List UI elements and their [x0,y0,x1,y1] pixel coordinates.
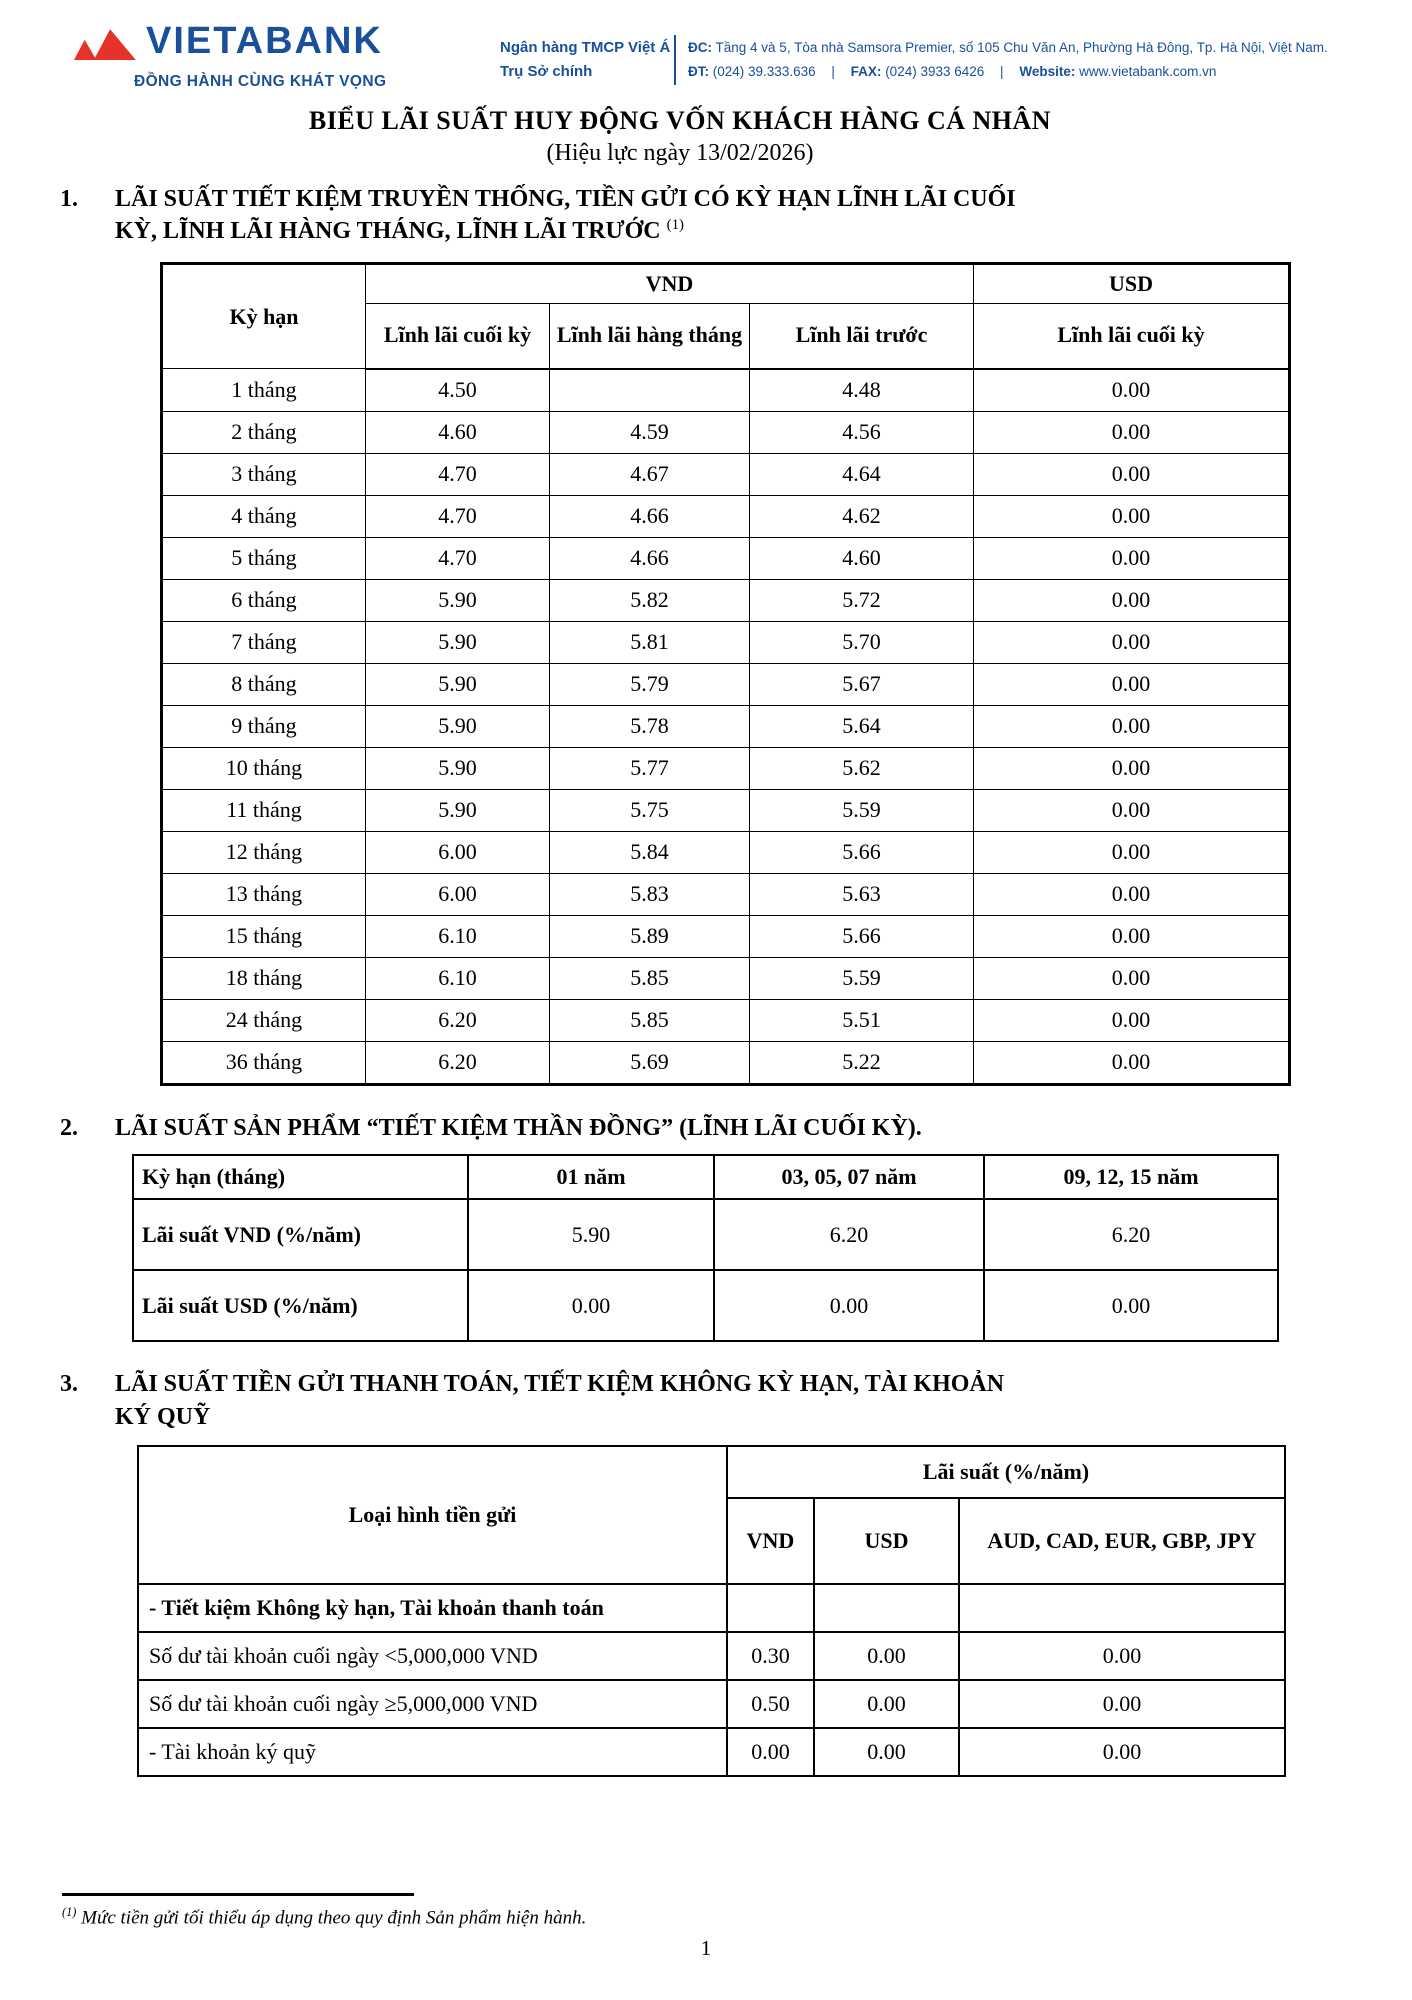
table-cell: 0.00 [974,999,1290,1041]
table-cell: 5.70 [750,621,974,663]
section-1-number: 1. [60,186,78,212]
bank-logo [74,18,386,91]
table-cell: 4.56 [750,411,974,453]
fax-label: FAX: [850,63,882,79]
logo-tagline: ĐỒNG HÀNH CÙNG KHÁT VỌNG [134,73,387,90]
table-cell [959,1584,1285,1632]
table-cell: 0.00 [974,873,1290,915]
table-row [162,411,1290,453]
table-cell: - Tài khoản ký quỹ [138,1728,727,1776]
table-row [162,999,1290,1041]
section-2-number: 2. [60,1114,78,1141]
table-cell: 4.66 [550,537,750,579]
table-cell: 0.00 [974,579,1290,621]
table-cell: 13 tháng [162,873,366,915]
contact-block [688,36,1328,83]
table-cell: 36 tháng [162,1041,366,1084]
table-cell: 0.00 [974,1041,1290,1084]
table-cell: 0.00 [974,747,1290,789]
table-cell: - Tiết kiệm Không kỳ hạn, Tài khoản thanh toán [138,1584,727,1632]
table-cell: 12 tháng [162,831,366,873]
org-block [500,36,670,84]
table-cell: 6.10 [366,957,550,999]
table-cell: 0.00 [959,1728,1285,1776]
col-header-upfront-interest: Lĩnh lãi trước [750,303,974,369]
table-row [162,621,1290,663]
table-cell [814,1584,959,1632]
table-cell: 0.00 [814,1632,959,1680]
table-row [162,705,1290,747]
table-cell: 4.70 [366,495,550,537]
col-header-usd-end-of-term: Lĩnh lãi cuối kỳ [974,303,1290,369]
table-cell: 5.81 [550,621,750,663]
footnote-divider [62,1893,414,1896]
table-cell: 6.20 [984,1199,1278,1270]
effective-date: (Hiệu lực ngày 13/02/2026) [546,140,814,166]
col-group-usd: USD [974,263,1290,303]
table-cell: 4.59 [550,411,750,453]
table-row [138,1728,1285,1776]
section-2-heading [60,1112,1412,1144]
than-dong-savings-rates-table [132,1154,1279,1342]
org-branch: Trụ Sở chính [500,63,593,80]
table-row [138,1632,1285,1680]
table-cell: 5.90 [468,1199,714,1270]
table-cell: 4.66 [550,495,750,537]
col-group-vnd: VND [366,263,974,303]
footnote-body: Mức tiền gửi tối thiểu áp dụng theo quy định Sản phẩm hiện hành. [81,1906,587,1928]
table-cell: 5.82 [550,579,750,621]
col-header-1-year: 01 năm [468,1155,714,1199]
section-1-title [115,183,1020,248]
table-cell: 0.00 [959,1632,1285,1680]
table-header-row [162,263,1290,303]
section-2-title: LÃI SUẤT SẢN PHẨM “TIẾT KIỆM THẦN ĐỒNG” (LĨNH LÃI CUỐI KỲ). [115,1114,922,1141]
table-cell: 2 tháng [162,411,366,453]
table-cell: 5.90 [366,621,550,663]
header-divider [674,35,676,85]
table-row [162,747,1290,789]
separator: | [1000,63,1004,79]
phone-label: ĐT: [688,63,709,79]
section-3-number: 3. [60,1371,78,1398]
table-cell: 5.77 [550,747,750,789]
table-cell: 0.00 [974,957,1290,999]
table-row [162,369,1290,412]
table-cell: 5.90 [366,747,550,789]
table-cell: 5.51 [750,999,974,1041]
website-label: Website: [1019,63,1076,79]
table-cell: 4.60 [366,411,550,453]
table-cell: 5.59 [750,789,974,831]
table-cell: 4.67 [550,453,750,495]
table-cell: 6.10 [366,915,550,957]
section-1-heading [60,183,1412,248]
table-row [138,1680,1285,1728]
table-cell: 0.00 [974,369,1290,412]
table-cell: 4.70 [366,453,550,495]
table-cell: 0.50 [727,1680,814,1728]
address-line [688,36,1328,60]
table-row [162,873,1290,915]
table-cell: Lãi suất VND (%/năm) [133,1199,468,1270]
phone-line [688,60,1328,84]
table-cell: 18 tháng [162,957,366,999]
fax-number: (024) 3933 6426 [885,63,985,79]
table-cell: 5.66 [750,915,974,957]
table-cell: 5.66 [750,831,974,873]
table-cell: Lãi suất USD (%/năm) [133,1270,468,1341]
table-cell: 6.20 [366,1041,550,1084]
table-header-row [138,1446,1285,1498]
table-cell: 0.00 [974,663,1290,705]
table-cell: 5.79 [550,663,750,705]
footnote [62,1893,586,1929]
table-cell: 4.48 [750,369,974,412]
table-cell: 0.00 [984,1270,1278,1341]
table-cell: 0.00 [959,1680,1285,1728]
table-cell: 0.00 [974,453,1290,495]
table-cell: 0.00 [974,537,1290,579]
logo-triangles-icon [74,18,138,70]
table-cell: 0.00 [974,789,1290,831]
table-cell: Số dư tài khoản cuối ngày ≥5,000,000 VND [138,1680,727,1728]
col-header-end-of-term: Lĩnh lãi cuối kỳ [366,303,550,369]
table-cell: 5.78 [550,705,750,747]
table-cell: 4.62 [750,495,974,537]
table-cell [727,1584,814,1632]
col-header-term: Kỳ hạn [162,263,366,369]
table-row [133,1199,1278,1270]
table-cell: 4.50 [366,369,550,412]
footnote-marker: (1) [62,1904,77,1919]
table-cell: 4.70 [366,537,550,579]
table-cell: 5.67 [750,663,974,705]
table-row [162,915,1290,957]
col-header-other-currencies: AUD, CAD, EUR, GBP, JPY [959,1498,1285,1584]
table-cell: 11 tháng [162,789,366,831]
title-block [60,106,1300,167]
table-cell: Số dư tài khoản cuối ngày <5,000,000 VND [138,1632,727,1680]
table-cell: 5 tháng [162,537,366,579]
table-row [162,663,1290,705]
table-cell: 7 tháng [162,621,366,663]
table-cell: 24 tháng [162,999,366,1041]
bank-header [0,0,1412,96]
table-cell: 0.00 [974,831,1290,873]
table-cell: 8 tháng [162,663,366,705]
table-cell: 5.90 [366,579,550,621]
table-cell: 5.63 [750,873,974,915]
table-cell: 1 tháng [162,369,366,412]
table-header-row [133,1155,1278,1199]
table-cell: 0.00 [714,1270,984,1341]
table-row [162,831,1290,873]
table-cell: 0.00 [814,1728,959,1776]
table-cell: 6.20 [366,999,550,1041]
table-cell: 5.69 [550,1041,750,1084]
footnote-ref: (1) [666,217,684,234]
table-cell: 5.83 [550,873,750,915]
col-header-term-months: Kỳ hạn (tháng) [133,1155,468,1199]
table-cell: 0.30 [727,1632,814,1680]
org-name: Ngân hàng TMCP Việt Á [500,39,671,56]
table-cell: 3 tháng [162,453,366,495]
table-cell [550,369,750,412]
table-cell: 4 tháng [162,495,366,537]
table-cell: 6 tháng [162,579,366,621]
table-cell: 4.60 [750,537,974,579]
website-url: www.vietabank.com.vn [1079,63,1217,79]
table-cell: 10 tháng [162,747,366,789]
footnote-text [62,1905,586,1929]
address-text: Tầng 4 và 5, Tòa nhà Samsora Premier, số 105 Chu Văn An, Phường Hà Đông, Tp. Hà Nội, Việt Nam. [715,40,1328,55]
table-row [162,579,1290,621]
col-header-usd: USD [814,1498,959,1584]
table-cell: 4.64 [750,453,974,495]
demand-deposit-rates-table [137,1445,1286,1777]
address-label: ĐC: [688,40,712,55]
table-cell: 5.85 [550,957,750,999]
table-cell: 5.90 [366,663,550,705]
col-header-deposit-type: Loại hình tiền gửi [138,1446,727,1584]
table-cell: 5.90 [366,789,550,831]
table-cell: 0.00 [974,495,1290,537]
table-row [162,495,1290,537]
col-group-rate-per-year: Lãi suất (%/năm) [727,1446,1285,1498]
table-cell: 5.90 [366,705,550,747]
table-cell: 5.75 [550,789,750,831]
table-cell: 5.59 [750,957,974,999]
section-3-title: LÃI SUẤT TIỀN GỬI THANH TOÁN, TIẾT KIỆM KHÔNG KỲ HẠN, TÀI KHOẢN KÝ QUỸ [115,1371,1005,1430]
table-cell: 0.00 [974,621,1290,663]
table-cell: 9 tháng [162,705,366,747]
separator: | [831,63,835,79]
traditional-savings-rates-table [160,262,1291,1086]
table-cell: 5.84 [550,831,750,873]
table-row [162,537,1290,579]
table-cell: 0.00 [974,411,1290,453]
table-cell: 0.00 [727,1728,814,1776]
table-cell: 5.62 [750,747,974,789]
table-cell: 5.64 [750,705,974,747]
table-cell: 0.00 [974,705,1290,747]
phone-number: (024) 39.333.636 [712,63,816,79]
logo-name: VIETABANK [146,20,383,62]
page-number: 1 [700,1936,712,1960]
table-cell: 0.00 [814,1680,959,1728]
table-cell: 5.22 [750,1041,974,1084]
col-header-monthly-interest: Lĩnh lãi hàng tháng [550,303,750,369]
table-cell: 6.00 [366,873,550,915]
table-cell: 0.00 [974,915,1290,957]
table-cell: 5.72 [750,579,974,621]
table-cell: 5.89 [550,915,750,957]
section-1-title-text: LÃI SUẤT TIẾT KIỆM TRUYỀN THỐNG, TIỀN GỬI CÓ KỲ HẠN LĨNH LÃI CUỐI KỲ, LĨNH LÃI HÀNG THÁNG, LĨNH LÃI TRƯỚC [115,186,1016,245]
col-header-3-5-7-years: 03, 05, 07 năm [714,1155,984,1199]
table-cell: 15 tháng [162,915,366,957]
col-header-9-12-15-years: 09, 12, 15 năm [984,1155,1278,1199]
table-row [133,1270,1278,1341]
table-cell: 0.00 [468,1270,714,1341]
table-cell: 6.00 [366,831,550,873]
table-cell: 6.20 [714,1199,984,1270]
table-row [162,957,1290,999]
table-row [138,1584,1285,1632]
col-header-vnd: VND [727,1498,814,1584]
table-row [162,1041,1290,1084]
table-row [162,789,1290,831]
page-title: BIỂU LÃI SUẤT HUY ĐỘNG VỐN KHÁCH HÀNG CÁ NHÂN [308,106,1052,135]
table-cell: 5.85 [550,999,750,1041]
table-row [162,453,1290,495]
section-3-heading [60,1368,1412,1433]
